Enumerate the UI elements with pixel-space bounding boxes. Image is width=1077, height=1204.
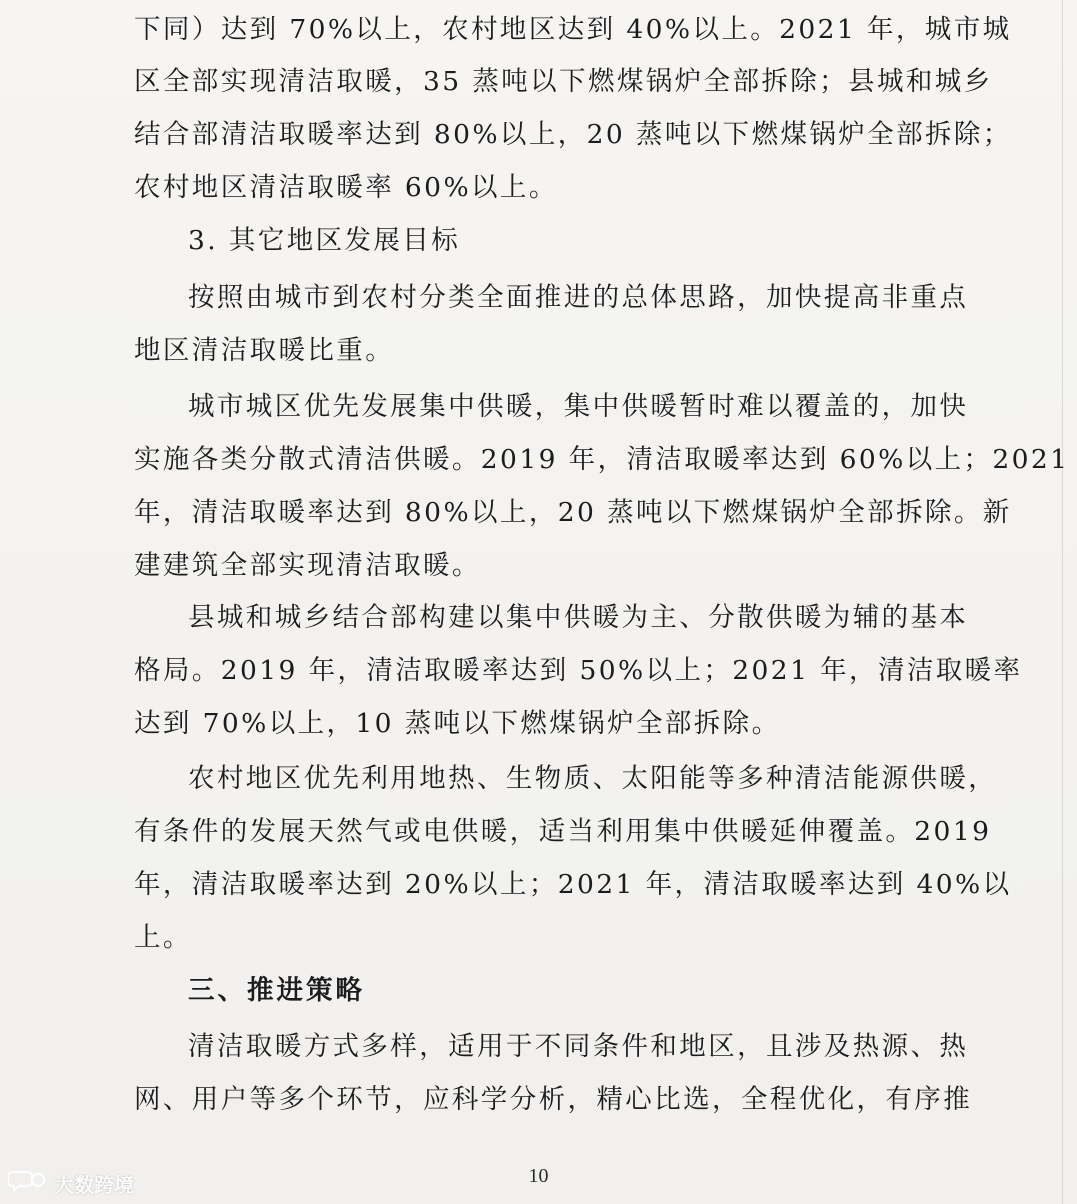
chat-bubble-logo-icon — [8, 1168, 48, 1199]
text-line: 地区清洁取暖比重。 — [134, 335, 395, 366]
watermark — [8, 1168, 134, 1199]
text-line: 区全部实现清洁取暖，35 蒸吨以下燃煤锅炉全部拆除；县城和城乡 — [134, 66, 993, 97]
text-line: 年，清洁取暖率达到 20%以上；2021 年，清洁取暖率达到 40%以 — [134, 869, 1012, 900]
text-line: 上。 — [134, 922, 192, 953]
page-edge — [1062, 0, 1063, 1204]
watermark-text: 大数跨境 — [54, 1173, 134, 1197]
text-line: 格局。2019 年，清洁取暖率达到 50%以上；2021 年，清洁取暖率 — [134, 655, 1023, 686]
text-line: 结合部清洁取暖率达到 80%以上，20 蒸吨以下燃煤锅炉全部拆除； — [134, 119, 1012, 150]
text-line: 县城和城乡结合部构建以集中供暖为主、分散供暖为辅的基本 — [188, 602, 969, 633]
text-line: 城市城区优先发展集中供暖，集中供暖暂时难以覆盖的，加快 — [188, 391, 969, 422]
text-line: 农村地区清洁取暖率 60%以上。 — [134, 172, 558, 203]
text-line: 实施各类分散式清洁供暖。2019 年，清洁取暖率达到 60%以上；2021 — [134, 444, 1070, 475]
text-line: 建建筑全部实现清洁取暖。 — [134, 550, 481, 581]
text-line: 年，清洁取暖率达到 80%以上，20 蒸吨以下燃煤锅炉全部拆除。新 — [134, 497, 1012, 528]
text-line: 下同）达到 70%以上，农村地区达到 40%以上。2021 年，城市城 — [134, 14, 1012, 45]
text-line: 清洁取暖方式多样，适用于不同条件和地区，且涉及热源、热 — [188, 1031, 969, 1062]
text-line: 达到 70%以上，10 蒸吨以下燃煤锅炉全部拆除。 — [134, 708, 781, 739]
text-line: 有条件的发展天然气或电供暖，适当利用集中供暖延伸覆盖。2019 — [134, 816, 992, 847]
text-line: 网、用户等多个环节，应科学分析，精心比选，全程优化，有序推 — [134, 1084, 973, 1115]
page-number: 10 — [528, 1165, 549, 1187]
section-heading: 三、推进策略 — [188, 975, 365, 1006]
section-subheading: 3. 其它地区发展目标 — [188, 225, 461, 256]
text-line: 按照由城市到农村分类全面推进的总体思路，加快提高非重点 — [188, 282, 969, 313]
text-line: 农村地区优先利用地热、生物质、太阳能等多种清洁能源供暖， — [188, 763, 998, 794]
